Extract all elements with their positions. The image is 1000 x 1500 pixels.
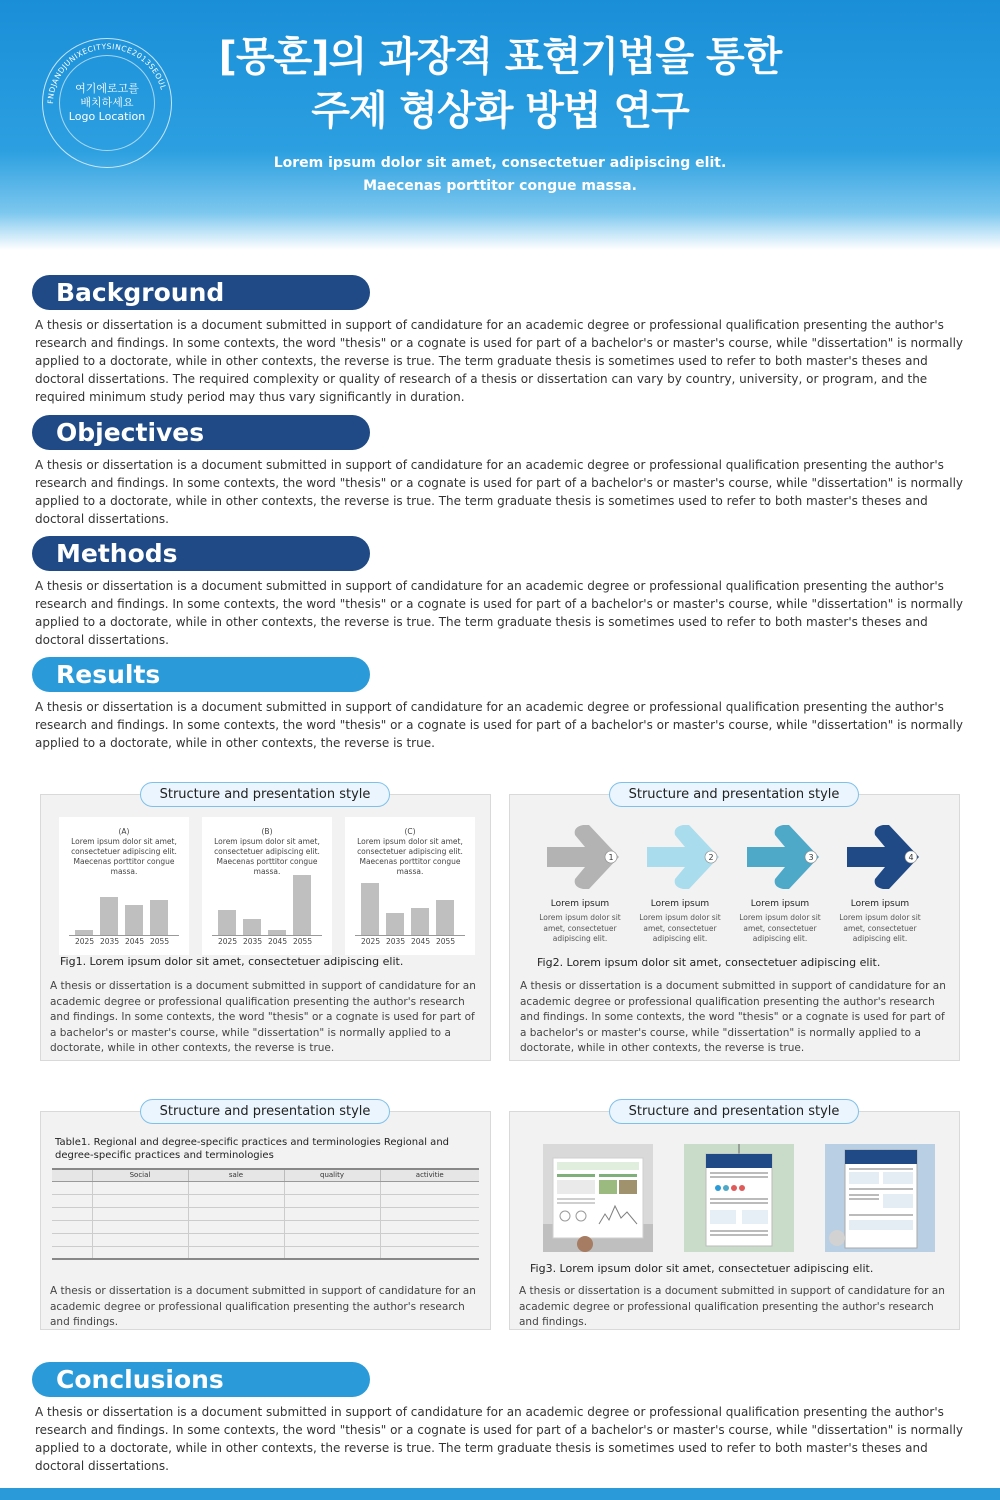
fig3-caption: Fig3. Lorem ipsum dolor sit amet, consectetuer adipiscing elit. [530,1262,874,1275]
step-description: Lorem ipsum dolor sit amet, consectetuer adipiscing elit. [839,913,921,943]
subtitle-line-1: Lorem ipsum dolor sit amet, consectetuer adipiscing elit. [273,155,727,171]
table-cell [188,1181,284,1194]
chart-tick-label: 2035 [386,937,406,946]
poster-photo-2 [684,1144,794,1252]
objectives-text: A thesis or dissertation is a document submitted in support of candidature for an academic degree or professional qualification presenting the author's research and findings. In some contexts, the word "thesis" or a cognate is used for part of a bachelor's or master's course, while "dissertation" is normally applied to a doctorate, while in other contexts, the reverse is true. The term graduate thesis is sometimes used to refer to both master's theses and doctoral dissertations. [35,458,964,526]
poster-photo-1 [543,1144,653,1252]
chart-bar [361,883,379,935]
table1-caption: Table1. Regional and degree-specific practices and terminologies Regional and degree-specific practices and terminologies [55,1137,449,1161]
bar-chart-3 [345,817,475,955]
chart-tick-label: 2045 [268,937,288,946]
arrow-icon [645,823,725,891]
process-arrow-1 [545,823,625,891]
conclusions-text: A thesis or dissertation is a document submitted in support of candidature for an academic degree or professional qualification presenting the author's research and findings. In some contexts, the word "thesis" or a cognate is used for part of a bachelor's or master's course, while "dissertation" is normally applied to a doctorate, while in other contexts, the reverse is true. The term graduate thesis is sometimes used to refer to both master's theses and doctoral dissertations. [35,1405,964,1473]
chart-bar [218,910,236,935]
table-cell [92,1194,188,1207]
logo-line-2: 배치하세요 [80,96,134,109]
table-cell [380,1233,479,1246]
chart-tick-label: 2035 [243,937,263,946]
chart-bar [293,875,311,935]
table-header-cell: sale [188,1169,284,1181]
table-cell [380,1246,479,1259]
fig1-text: A thesis or dissertation is a document submitted in support of candidature for an academic degree or professional qualification presenting the author's research and findings. In some contexts, the word "thesis" or a cognate is used for part of a bachelor's or master's course, while "dissertation" is normally applied to a doctorate, while in other contexts, the reverse is true. [50,980,476,1054]
arrow-step-number: 1 [608,853,614,862]
background-heading: Background [32,275,370,310]
chart-label-text: Lorem ipsum dolor sit amet, consectetuer adipiscing elit. Maecenas porttitor congue massa. [214,837,320,876]
results-heading: Results [32,657,370,692]
table-header-cell: activitie [380,1169,479,1181]
fig3-text: A thesis or dissertation is a document submitted in support of candidature for an academic degree or professional qualification presenting the author's research and findings. [519,1285,945,1328]
poster-header [0,0,1000,250]
chart-tick-label: 2055 [436,937,456,946]
fig2-caption: Fig2. Lorem ipsum dolor sit amet, consectetuer adipiscing elit. [537,956,881,969]
table-cell [188,1194,284,1207]
table-cell [380,1207,479,1220]
step-title: Lorem ipsum [850,899,910,909]
logo-inner [59,55,155,151]
table-cell [188,1246,284,1259]
table-cell [284,1207,380,1220]
table-header-cell: quality [284,1169,380,1181]
table-header-cell: Social [92,1169,188,1181]
logo-line-3: Logo Location [68,110,146,123]
table-cell [188,1220,284,1233]
footer-bar [0,1488,1000,1500]
fig2-text: A thesis or dissertation is a document submitted in support of candidature for an academic degree or professional qualification presenting the author's research and findings. In some contexts, the word "thesis" or a cognate is used for part of a bachelor's or master's course, while "dissertation" is normally applied to a doctorate, while in other contexts, the reverse is true. [520,980,946,1054]
step-title: Lorem ipsum [550,899,610,909]
objectives-heading: Objectives [32,415,370,450]
background-text: A thesis or dissertation is a document submitted in support of candidature for an academic degree or professional qualification presenting the author's research and findings. In some contexts, the word "thesis" or a cognate is used for part of a bachelor's or master's course, while "dissertation" is normally applied to a doctorate, while in other contexts, the reverse is true. The term graduate thesis is sometimes used to refer to both master's theses and doctoral dissertations. The required complexity or quality of research of a thesis or dissertation can vary by country, university, or program, and the required minimum study period may thus vary significantly in duration. [35,318,964,404]
table-cell [52,1246,92,1259]
chart-baseline [69,935,179,936]
table-row [52,1246,479,1259]
table-header-cell [52,1169,92,1181]
chart-label-text: Lorem ipsum dolor sit amet, consectetuer adipiscing elit. Maecenas porttitor congue massa. [357,837,463,876]
chart-bar [436,900,454,935]
chart-tick-label: 2055 [293,937,313,946]
subtitle-line-2: Maecenas porttitor congue massa. [363,178,637,194]
table-cell [92,1207,188,1220]
title-line-2: 주제 형상화 방법 연구 [311,88,689,134]
table1 [52,1168,479,1260]
table-cell [52,1181,92,1194]
table-row [52,1194,479,1207]
step-description: Lorem ipsum dolor sit amet, consectetuer adipiscing elit. [739,913,821,943]
arrow-step-number: 2 [708,853,714,862]
methods-text: A thesis or dissertation is a document submitted in support of candidature for an academic degree or professional qualification presenting the author's research and findings. In some contexts, the word "thesis" or a cognate is used for part of a bachelor's or master's course, while "dissertation" is normally applied to a doctorate, while in other contexts, the reverse is true. The term graduate thesis is sometimes used to refer to both master's theses and doctoral dissertations. [35,579,964,647]
table-cell [284,1181,380,1194]
fig1-panel [40,794,491,1061]
table-row [52,1181,479,1194]
bar-chart-1 [59,817,189,955]
table-cell [284,1220,380,1233]
step-description: Lorem ipsum dolor sit amet, consectetuer adipiscing elit. [539,913,621,943]
fig3-pill: Structure and presentation style [609,1099,859,1124]
arrow-icon [545,823,625,891]
chart-label-letter: (B) [261,827,273,836]
logo-line-1: 여기에로고를 [75,82,139,95]
chart-label-letter: (C) [404,827,416,836]
bar-chart-2 [202,817,332,955]
table-row [52,1220,479,1233]
table-cell [52,1194,92,1207]
results-text: A thesis or dissertation is a document submitted in support of candidature for an academic degree or professional qualification presenting the author's research and findings. In some contexts, the word "thesis" or a cognate is used for part of a bachelor's or master's course, while "dissertation" is normally applied to a doctorate, while in other contexts, the reverse is true. [35,700,964,750]
chart-tick-label: 2025 [75,937,95,946]
chart-tick-label: 2045 [411,937,431,946]
table1-pill: Structure and presentation style [140,1099,390,1124]
chart-tick-label: 2025 [361,937,381,946]
table1-text: A thesis or dissertation is a document submitted in support of candidature for an academic degree or professional qualification presenting the author's research and findings. [50,1285,476,1328]
step-description: Lorem ipsum dolor sit amet, consectetuer adipiscing elit. [639,913,721,943]
poster-subtitle [200,152,800,198]
table-cell [52,1233,92,1246]
chart-tick-label: 2035 [100,937,120,946]
table-cell [284,1194,380,1207]
process-arrow-3 [745,823,825,891]
methods-heading: Methods [32,536,370,571]
table-cell [380,1194,479,1207]
arrow-icon [745,823,825,891]
chart-baseline [212,935,322,936]
conclusions-heading: Conclusions [32,1362,370,1397]
chart-bar [125,905,143,935]
table-cell [380,1181,479,1194]
poster-title [200,30,800,138]
chart-bar [411,908,429,935]
table-cell [52,1207,92,1220]
chart-baseline [355,935,465,936]
chart-tick-label: 2045 [125,937,145,946]
table-cell [188,1233,284,1246]
chart-tick-label: 2025 [218,937,238,946]
table-header-row [52,1169,479,1181]
chart-tick-label: 2055 [150,937,170,946]
step-title: Lorem ipsum [750,899,810,909]
table-cell [52,1220,92,1233]
table-cell [92,1181,188,1194]
table-cell [284,1246,380,1259]
arrow-step-number: 4 [908,853,914,862]
logo-placeholder [42,38,172,168]
table-cell [284,1233,380,1246]
table-cell [92,1233,188,1246]
step-title: Lorem ipsum [650,899,710,909]
fig1-caption: Fig1. Lorem ipsum dolor sit amet, consectetuer adipiscing elit. [60,955,404,968]
logo-ring-text: FNDJANDJUNIXECITYSINCE2013SEOUL [45,41,169,105]
fig2-pill: Structure and presentation style [609,782,859,807]
chart-label-text: Lorem ipsum dolor sit amet, consectetuer adipiscing elit. Maecenas porttitor congue massa. [71,837,177,876]
fig2-panel [509,794,960,1061]
chart-label-letter: (A) [118,827,130,836]
process-arrow-2 [645,823,725,891]
table-cell [92,1220,188,1233]
table1-panel [40,1111,491,1330]
process-arrow-4 [845,823,925,891]
table-cell [380,1220,479,1233]
chart-bar [386,913,404,935]
chart-bar [100,897,118,935]
arrow-step-number: 3 [808,853,814,862]
title-line-1: [몽혼]의 과장적 표현기법을 통한 [218,34,782,80]
table-row [52,1233,479,1246]
fig3-panel [509,1111,960,1330]
table-cell [92,1246,188,1259]
poster-photo-3 [825,1144,935,1252]
fig1-pill: Structure and presentation style [140,782,390,807]
chart-bar [150,900,168,935]
chart-bar [243,919,261,935]
table-row [52,1207,479,1220]
table-cell [188,1207,284,1220]
arrow-icon [845,823,925,891]
